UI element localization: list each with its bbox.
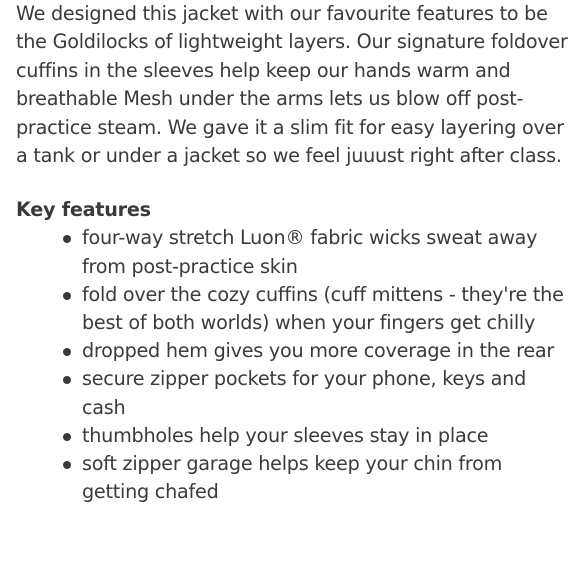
feature-item: [62, 422, 572, 450]
product-details: [16, 0, 572, 506]
feature-text: soft zipper garage helps keep your chin from getting chafed: [82, 452, 503, 504]
feature-text: thumbholes help your sleeves stay in place: [82, 423, 489, 447]
key-features-heading: Key features: [16, 198, 151, 222]
bullet-icon: [62, 337, 76, 365]
feature-text: secure zipper pockets for your phone, keys and cash: [82, 367, 527, 419]
bullet-icon: [62, 224, 76, 252]
key-features-list: [16, 224, 572, 506]
feature-text: dropped hem gives you more coverage in the rear: [82, 339, 555, 363]
bullet-icon: [62, 422, 76, 450]
feature-item: [62, 365, 572, 421]
feature-item: [62, 224, 572, 280]
feature-item: [62, 450, 572, 506]
bullet-icon: [62, 281, 76, 309]
product-description: We designed this jacket with our favourite features to be the Goldilocks of lightweight layers. Our signature foldover cuffins in the sleeves help keep our hands warm and breathable Mesh under the arms lets us blow off post-practice steam. We gave it a slim fit for easy layering over a tank or under a jacket so we feel juuust right after class.: [16, 2, 568, 168]
bullet-icon: [62, 450, 76, 478]
feature-text: four-way stretch Luon® fabric wicks sweat away from post-practice skin: [82, 226, 538, 278]
feature-text: fold over the cozy cuffins (cuff mittens - they're the best of both worlds) when your fingers get chilly: [82, 282, 564, 335]
bullet-icon: [62, 365, 76, 393]
feature-item: [62, 337, 572, 365]
feature-item: [62, 281, 572, 337]
